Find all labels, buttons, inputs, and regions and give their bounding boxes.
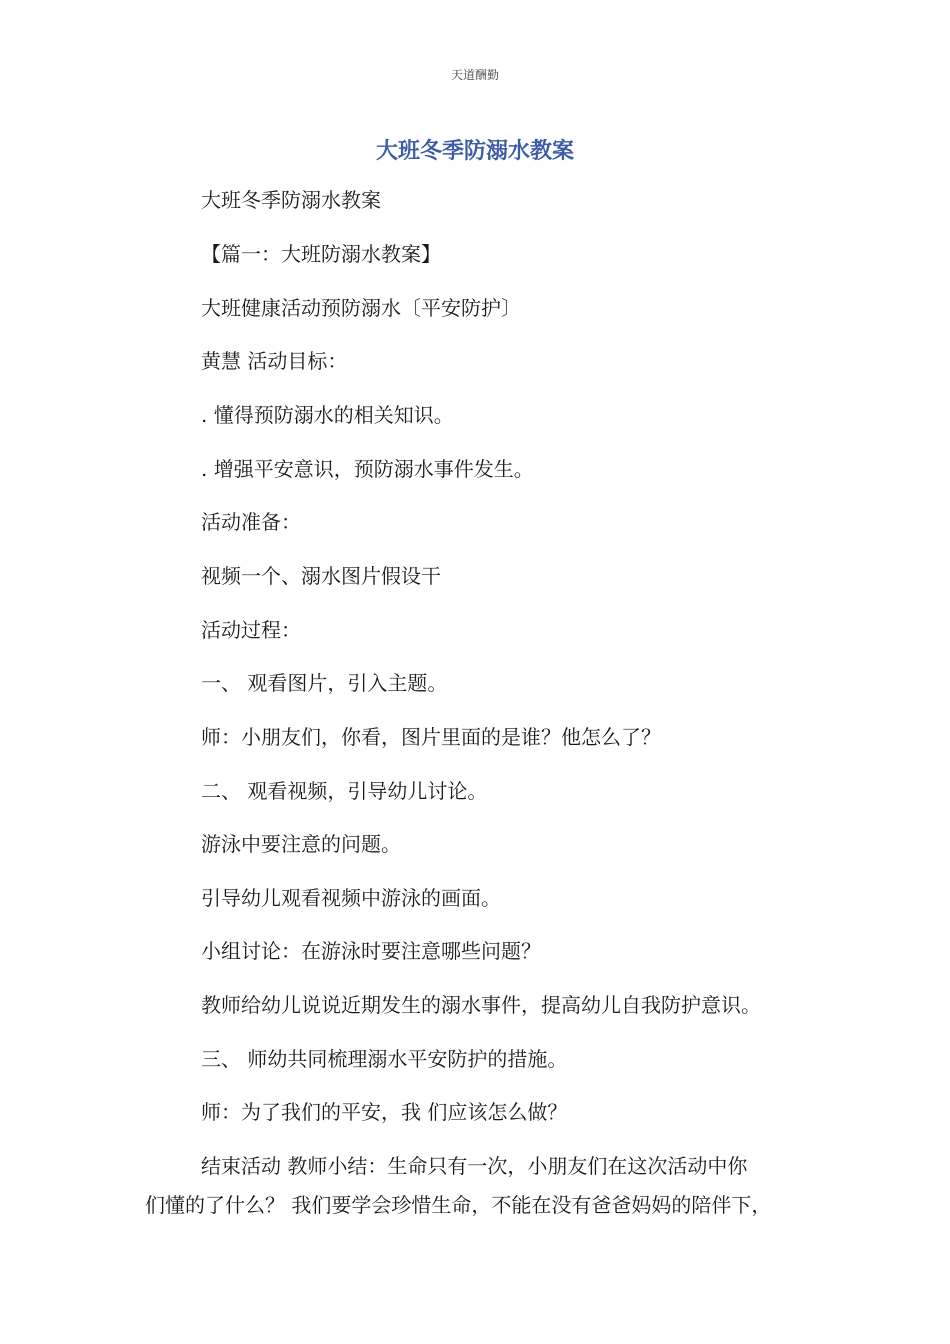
- paragraph: 师：小朋友们，你看，图片里面的是谁？他怎么了？: [201, 725, 661, 749]
- paragraph: 师：为了我们的平安，我 们应该怎么做？: [201, 1100, 568, 1124]
- paragraph: 们懂的了什么？ 我们要学会珍惜生命，不能在没有爸爸妈妈的陪伴下，: [145, 1193, 772, 1217]
- paragraph: . 懂得预防溺水的相关知识。: [201, 403, 454, 427]
- paragraph: 三、 师幼共同梳理溺水平安防护的措施。: [201, 1047, 568, 1071]
- paragraph: 二、 观看视频，引导幼儿讨论。: [201, 779, 488, 803]
- paragraph: 游泳中要注意的问题。: [201, 832, 401, 856]
- paragraph: 小组讨论：在游泳时要注意哪些问题？: [201, 939, 541, 963]
- page-header: 天道酬勤: [450, 68, 499, 82]
- paragraph: 黄慧 活动目标：: [201, 349, 348, 373]
- paragraph: 活动准备：: [201, 510, 301, 534]
- paragraph: 视频一个、溺水图片假设干: [201, 564, 441, 588]
- paragraph: 活动过程：: [201, 618, 301, 642]
- paragraph: 大班冬季防溺水教案: [201, 188, 381, 212]
- paragraph: 引导幼儿观看视频中游泳的画面。: [201, 886, 501, 910]
- paragraph: 大班健康活动预防溺水〔平安防护〕: [201, 296, 521, 320]
- paragraph: 教师给幼儿说说近期发生的溺水事件，提高幼儿自我防护意识。: [201, 993, 761, 1017]
- paragraph: 一、 观看图片，引入主题。: [201, 671, 448, 695]
- paragraph: 结束活动 教师小结：生命只有一次，小朋友们在这次活动中你: [201, 1154, 748, 1178]
- document-title: 大班冬季防溺水教案: [375, 139, 574, 164]
- paragraph: 【篇一：大班防溺水教案】: [201, 242, 441, 266]
- paragraph: . 增强平安意识，预防溺水事件发生。: [201, 457, 534, 481]
